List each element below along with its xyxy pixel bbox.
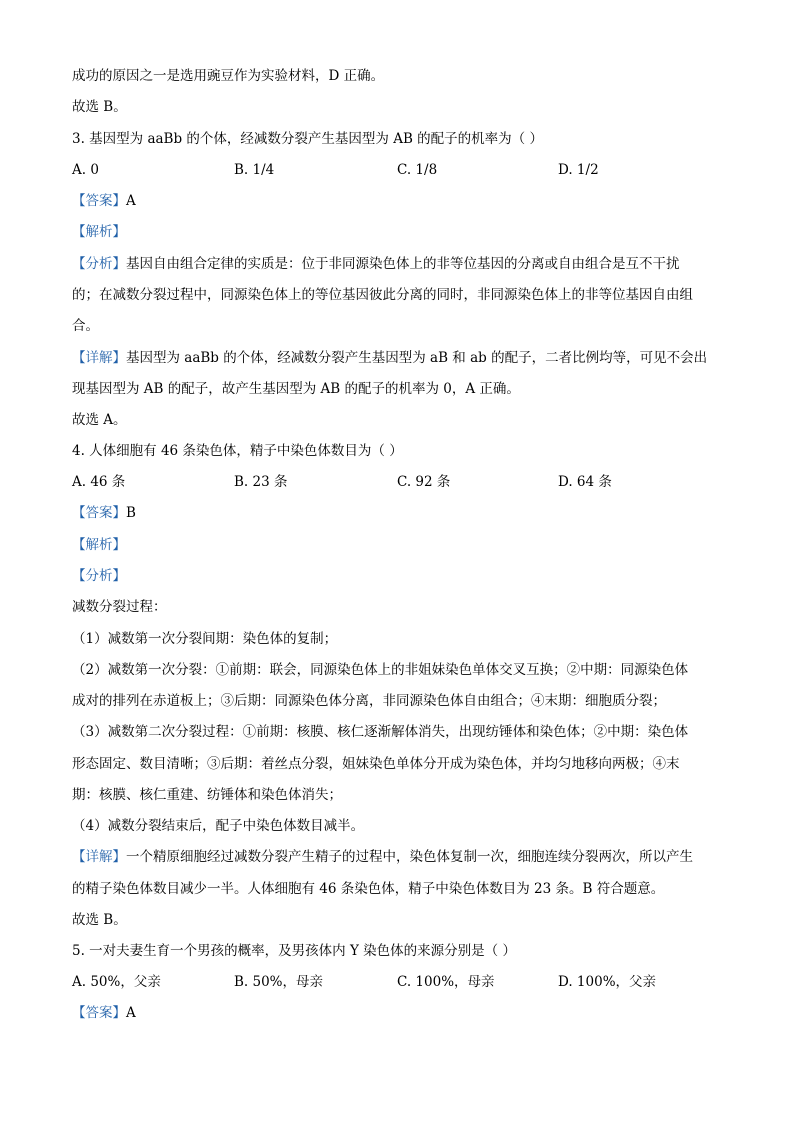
paragraph-line: （4）减数分裂结束后，配子中染色体数目减半。 (72, 818, 365, 834)
q4-xiangjie-line (72, 847, 693, 867)
q5-option-c: C. 100%，母亲 (397, 974, 495, 990)
question-5-stem: 5. 一对夫妻生育一个男孩的概率，及男孩体内 Y 染色体的来源分别是（ ） (72, 943, 516, 959)
paragraph-line: 现基因型为 AB 的配子，故产生基因型为 AB 的配子的机率为 0，A 正确。 (72, 381, 520, 397)
paragraph-line: 形态固定、数目清晰；③后期：着丝点分裂，姐妹染色单体分开成为染色体，并均匀地移向两极；④末 (72, 756, 680, 772)
paragraph-line: （3）减数第二次分裂过程：①前期：核膜、核仁逐渐解体消失，出现纺锤体和染色体；②中期：染色体 (72, 724, 689, 740)
q3-analysis-label: 【解析】 (72, 224, 126, 240)
q4-xiangjie-text: 一个精原细胞经过减数分裂产生精子的过程中，染色体复制一次，细胞连续分裂两次，所以产生 (126, 849, 693, 865)
q5-option-d: D. 100%，父亲 (558, 974, 657, 990)
q3-option-a: A. 0 (72, 162, 99, 178)
q3-xiangjie-text: 基因型为 aaBb 的个体，经减数分裂产生基因型为 aB 和 ab 的配子，二者比例均等，可见不会出 (126, 350, 708, 366)
q4-fenxi-label: 【分析】 (72, 568, 126, 584)
answer-label: 【答案】 (72, 505, 126, 521)
paragraph-line: 合。 (72, 318, 99, 334)
q5-answer (72, 1003, 136, 1023)
paragraph-line: 减数分裂过程： (72, 599, 167, 615)
paragraph-line: 的；在减数分裂过程中，同源染色体上的等位基因彼此分离的同时，非同源染色体上的非等位基因自由组 (72, 287, 693, 303)
paragraph-line: （2）减数第一次分裂：①前期：联会，同源染色体上的非姐妹染色单体交叉互换；②中期：同源染色体 (72, 662, 689, 678)
q3-option-d: D. 1/2 (558, 162, 599, 178)
paragraph-line: 成功的原因之一是选用豌豆作为实验材料，D 正确。 (72, 68, 385, 84)
q3-option-b: B. 1/4 (234, 162, 275, 178)
xiangjie-label: 【详解】 (72, 350, 126, 366)
q5-answer-value: A (126, 1005, 136, 1021)
question-3-stem: 3. 基因型为 aaBb 的个体，经减数分裂产生基因型为 AB 的配子的机率为（ ） (72, 131, 543, 147)
fenxi-label: 【分析】 (72, 256, 126, 272)
q4-option-d: D. 64 条 (558, 474, 612, 490)
q5-option-b: B. 50%，母亲 (234, 974, 324, 990)
q3-option-c: C. 1/8 (397, 162, 438, 178)
q4-option-a: A. 46 条 (72, 474, 126, 490)
q4-option-b: B. 23 条 (234, 474, 288, 490)
question-4-stem: 4. 人体细胞有 46 条染色体，精子中染色体数目为（ ） (72, 443, 403, 459)
q3-xiangjie-line (72, 348, 707, 368)
q4-answer-value: B (126, 505, 136, 521)
q3-selection: 故选 A。 (72, 412, 127, 428)
answer-label: 【答案】 (72, 1005, 126, 1021)
q3-answer (72, 191, 136, 211)
paragraph-line: （1）减数第一次分裂间期：染色体的复制； (72, 631, 338, 647)
q3-answer-value: A (126, 193, 136, 209)
answer-choice-line: 故选 B。 (72, 99, 127, 115)
q4-answer (72, 503, 136, 523)
q3-fenxi-text: 基因自由组合定律的实质是：位于非同源染色体上的非等位基因的分离或自由组合是互不干扰 (126, 256, 680, 272)
q4-option-c: C. 92 条 (397, 474, 451, 490)
q4-selection: 故选 B。 (72, 912, 127, 928)
q5-option-a: A. 50%，父亲 (72, 974, 161, 990)
answer-label: 【答案】 (72, 193, 126, 209)
xiangjie-label: 【详解】 (72, 849, 126, 865)
q3-fenxi-line (72, 254, 680, 274)
paragraph-line: 成对的排列在赤道板上；③后期：同源染色体分离，非同源染色体自由组合；④末期：细胞质分裂； (72, 693, 666, 709)
paragraph-line: 的精子染色体数目减少一半。人体细胞有 46 条染色体，精子中染色体数目为 23 条。B 符合题意。 (72, 881, 665, 897)
paragraph-line: 期：核膜、核仁重建、纺锤体和染色体消失； (72, 787, 342, 803)
q4-analysis-label: 【解析】 (72, 537, 126, 553)
